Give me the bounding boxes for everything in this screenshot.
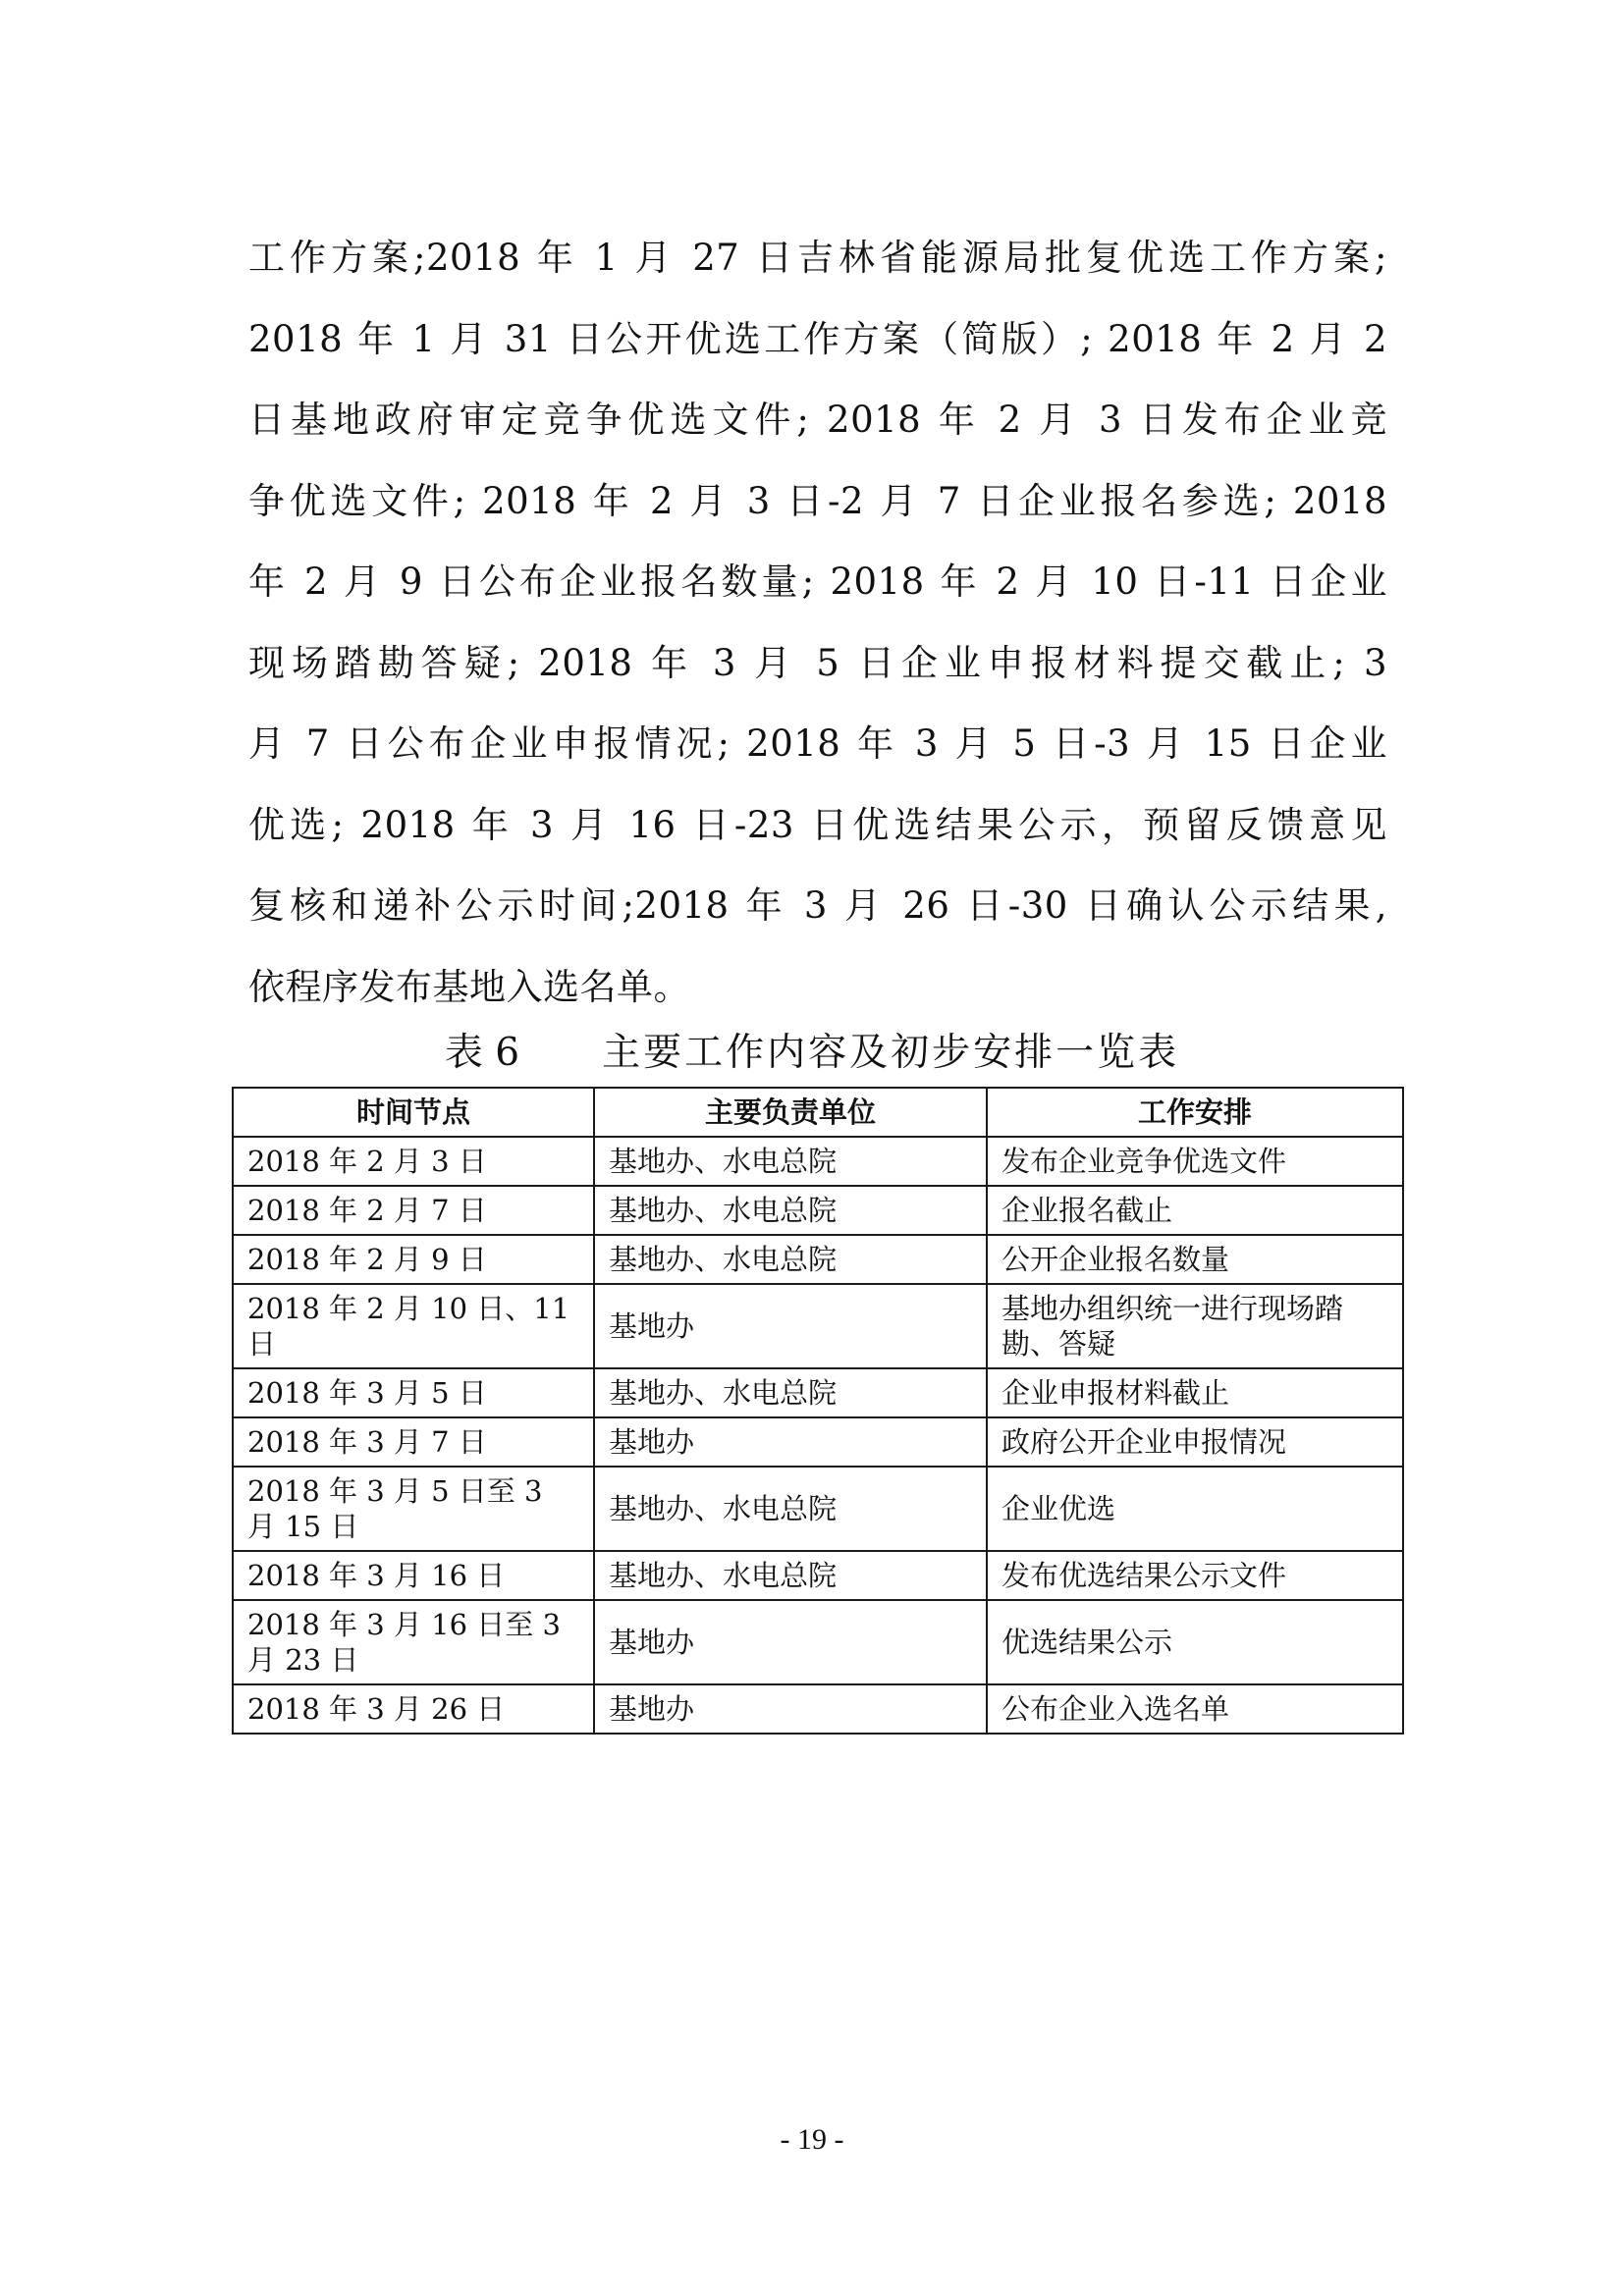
table-row [233, 1137, 1403, 1186]
header-responsible-unit: 主要负责单位 [594, 1088, 987, 1137]
cell-date: 2018 年 3 月 16 日 [233, 1551, 594, 1600]
body-line: 现场踏勘答疑; 2018 年 3 月 5 日企业申报材料提交截止; 3 [248, 641, 1387, 684]
schedule-table [232, 1087, 1404, 1735]
table-row [233, 1186, 1403, 1235]
table-row [233, 1684, 1403, 1734]
cell-date: 2018 年 3 月 5 日至 3 月 15 日 [233, 1467, 594, 1551]
body-line: 年 2 月 9 日公布企业报名数量; 2018 年 2 月 10 日-11 日企业 [248, 561, 1387, 603]
table-caption-number: 表 6 [444, 1031, 520, 1075]
cell-unit: 基地办、水电总院 [594, 1235, 987, 1284]
cell-unit: 基地办 [594, 1600, 987, 1684]
body-line: 依程序发布基地入选名单。 [248, 965, 690, 1008]
body-paragraph [248, 218, 1387, 1028]
table-row [233, 1235, 1403, 1284]
cell-task: 政府公开企业申报情况 [987, 1417, 1403, 1467]
cell-date: 2018 年 3 月 16 日至 3 月 23 日 [233, 1600, 594, 1684]
table-caption [0, 1024, 1624, 1083]
cell-task: 公开企业报名数量 [987, 1235, 1403, 1284]
cell-task: 企业申报材料截止 [987, 1368, 1403, 1417]
cell-task: 公布企业入选名单 [987, 1684, 1403, 1734]
cell-task: 发布优选结果公示文件 [987, 1551, 1403, 1600]
cell-date: 2018 年 3 月 7 日 [233, 1417, 594, 1467]
table-row [233, 1600, 1403, 1684]
body-line: 月 7 日公布企业申报情况; 2018 年 3 月 5 日-3 月 15 日企业 [248, 722, 1387, 765]
cell-date: 2018 年 2 月 10 日、11 日 [233, 1284, 594, 1368]
cell-unit: 基地办、水电总院 [594, 1551, 987, 1600]
cell-date: 2018 年 2 月 9 日 [233, 1235, 594, 1284]
cell-unit: 基地办、水电总院 [594, 1467, 987, 1551]
cell-unit: 基地办、水电总院 [594, 1368, 987, 1417]
cell-task: 企业报名截止 [987, 1186, 1403, 1235]
cell-unit: 基地办、水电总院 [594, 1137, 987, 1186]
body-line: 争优选文件; 2018 年 2 月 3 日-2 月 7 日企业报名参选; 2018 [248, 479, 1387, 522]
cell-date: 2018 年 2 月 3 日 [233, 1137, 594, 1186]
cell-unit: 基地办 [594, 1284, 987, 1368]
cell-task: 企业优选 [987, 1467, 1403, 1551]
header-time-node: 时间节点 [233, 1088, 594, 1137]
cell-task: 基地办组织统一进行现场踏勘、答疑 [987, 1284, 1403, 1368]
table-row [233, 1467, 1403, 1551]
body-line: 日基地政府审定竞争优选文件; 2018 年 2 月 3 日发布企业竞 [248, 399, 1387, 441]
table-header-row [233, 1088, 1403, 1137]
table-row [233, 1368, 1403, 1417]
cell-date: 2018 年 3 月 5 日 [233, 1368, 594, 1417]
table-row [233, 1551, 1403, 1600]
cell-unit: 基地办 [594, 1684, 987, 1734]
cell-task: 发布企业竞争优选文件 [987, 1137, 1403, 1186]
header-work-arrangement: 工作安排 [987, 1088, 1403, 1137]
cell-unit: 基地办、水电总院 [594, 1186, 987, 1235]
table-row [233, 1417, 1403, 1467]
body-line: 复核和递补公示时间;2018 年 3 月 26 日-30 日确认公示结果, [248, 884, 1387, 927]
table-row [233, 1284, 1403, 1368]
cell-unit: 基地办 [594, 1417, 987, 1467]
cell-date: 2018 年 2 月 7 日 [233, 1186, 594, 1235]
body-line: 2018 年 1 月 31 日公开优选工作方案（简版）; 2018 年 2 月 2 [248, 317, 1387, 360]
cell-date: 2018 年 3 月 26 日 [233, 1684, 594, 1734]
cell-task: 优选结果公示 [987, 1600, 1403, 1684]
body-line: 工作方案;2018 年 1 月 27 日吉林省能源局批复优选工作方案; [248, 237, 1387, 279]
page-number: - 19 - [780, 2123, 844, 2156]
body-line: 优选; 2018 年 3 月 16 日-23 日优选结果公示，预留反馈意见 [248, 803, 1387, 846]
table-caption-title: 主要工作内容及初步安排一览表 [602, 1031, 1180, 1075]
